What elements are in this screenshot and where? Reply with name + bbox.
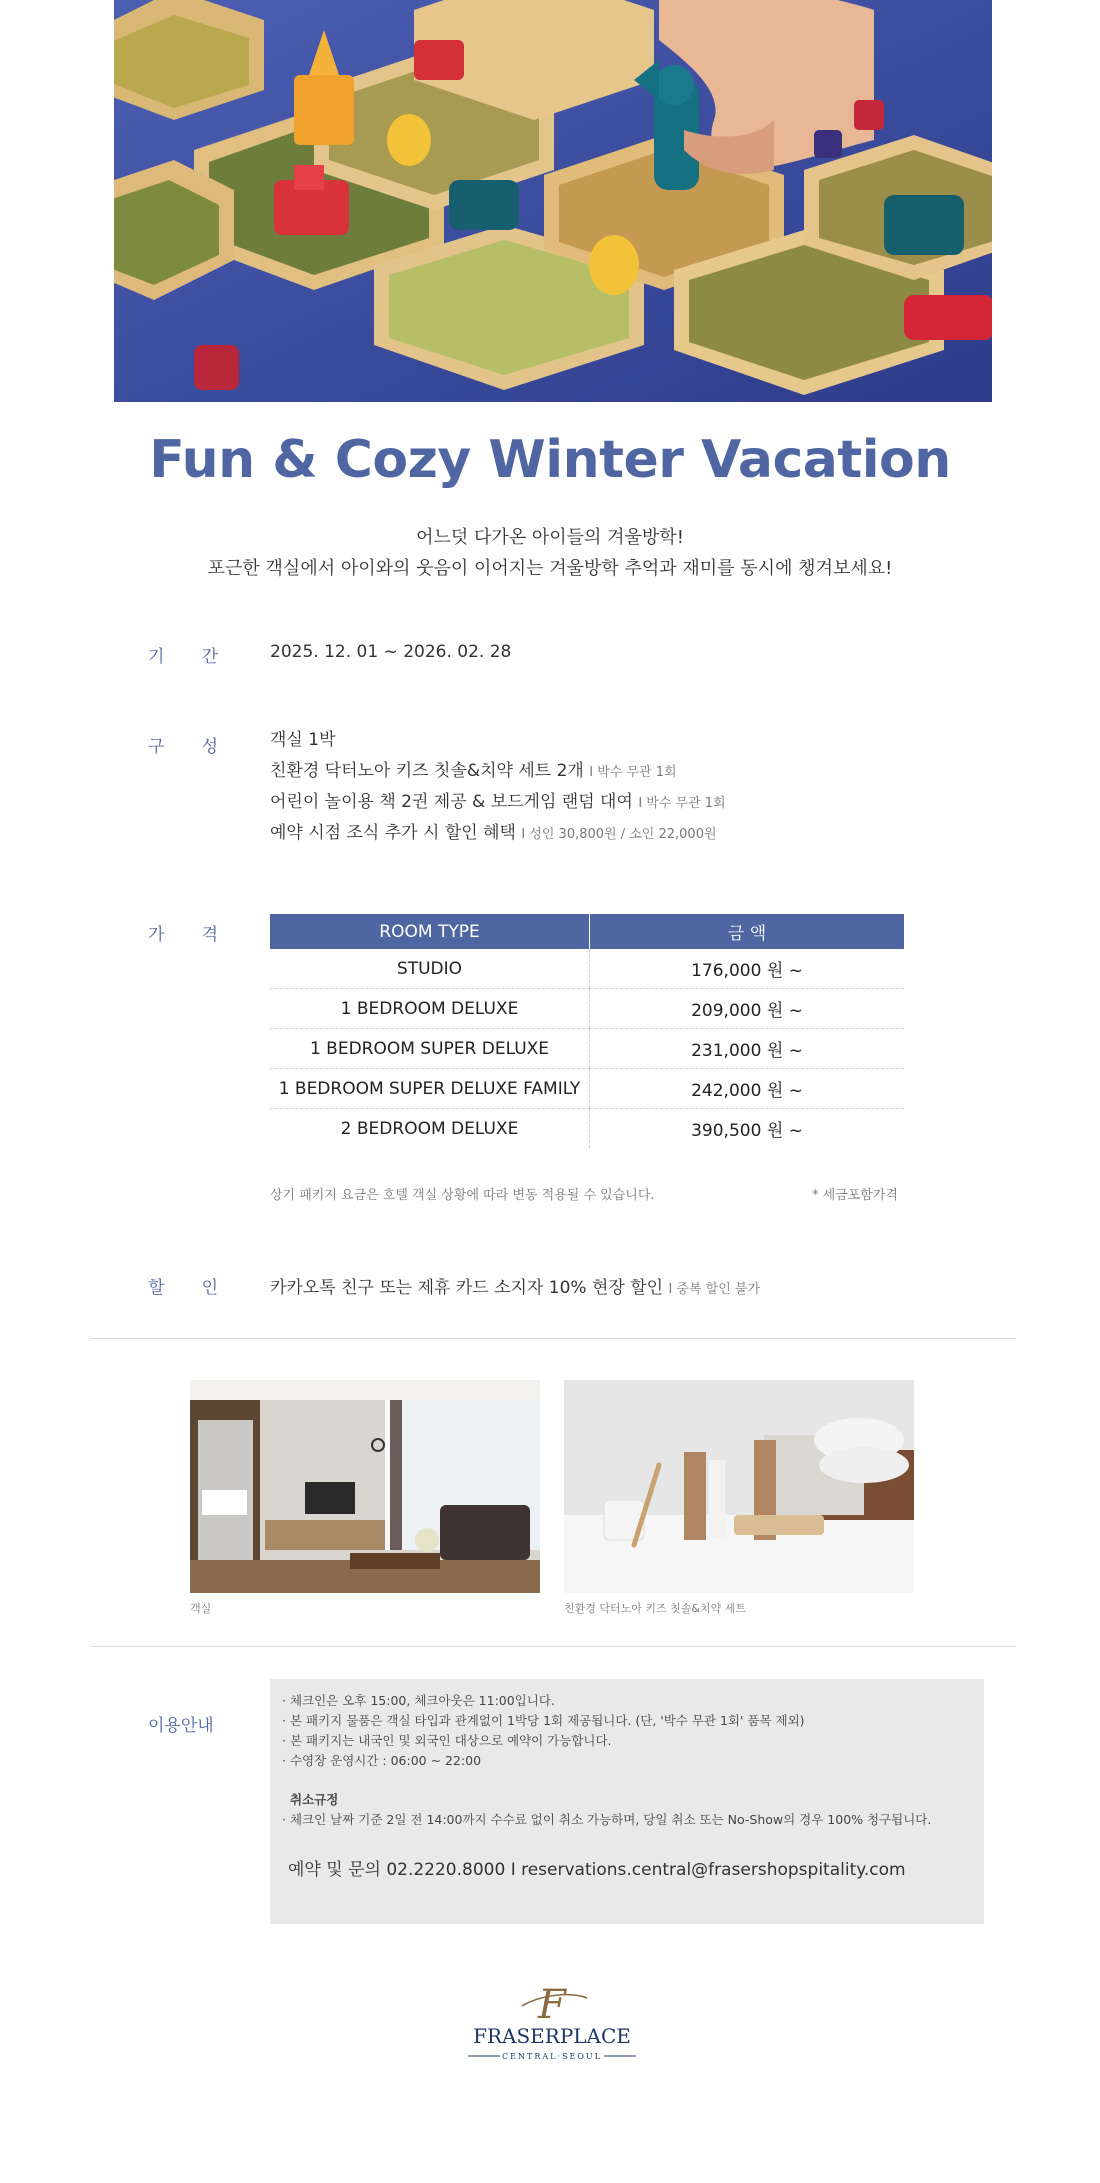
amount-cell: 209,000 원 ~ [590, 989, 905, 1029]
cancel-policy-title: 취소규정 [290, 1792, 339, 1807]
info-box [270, 1679, 984, 1924]
divider [90, 1646, 1016, 1647]
composition-list [270, 725, 726, 849]
page-title: Fun & Cozy Winter Vacation [149, 430, 951, 490]
price-label-b: 격 [201, 925, 218, 945]
tax-included-note: * 세금포함가격 [812, 1188, 898, 1203]
period-label-a: 기 [148, 647, 165, 667]
toothbrush-set-photo [564, 1380, 914, 1593]
divider [90, 1338, 1016, 1339]
composition-label [148, 732, 218, 757]
hero-image-board-game [114, 0, 992, 402]
composition-item-text: 예약 시점 조식 추가 시 할인 혜택 [270, 823, 516, 843]
amount-cell: 176,000 원 ~ [590, 949, 905, 989]
info-line: · 체크인은 오후 15:00, 체크아웃은 11:00입니다. [282, 1693, 555, 1708]
discount-label-b: 인 [201, 1278, 218, 1298]
composition-label-a: 구 [148, 737, 165, 757]
composition-label-b: 성 [201, 737, 218, 757]
table-row [270, 989, 904, 1029]
logo-subtitle: CENTRAL·SEOUL [502, 2052, 602, 2061]
price-note: 상기 패키지 요금은 호텔 객실 상황에 따라 변동 적용될 수 있습니다. [270, 1188, 655, 1203]
room-type-cell: STUDIO [270, 949, 590, 989]
contact-info: 예약 및 문의 02.2220.8000 I reservations.central@frasershopspitality.com [288, 1860, 906, 1880]
table-row [270, 1029, 904, 1069]
room-photo [190, 1380, 540, 1593]
column-header-amount: 금 액 [590, 914, 905, 949]
subtitle-line-2: 포근한 객실에서 아이와의 웃음이 이어지는 겨울방학 추억과 재미를 동시에 챙겨보세요! [207, 558, 893, 579]
discount-note: I 중복 할인 불가 [668, 1282, 761, 1297]
period-label-b: 간 [201, 647, 218, 667]
price-table [270, 914, 904, 1148]
composition-item-note: I 박수 무관 1회 [638, 796, 726, 811]
subtitle [0, 522, 1100, 584]
logo-name: FRASERPLACE [473, 2024, 631, 2048]
discount-label [148, 1273, 218, 1298]
room-photo-caption: 객실 [190, 1602, 212, 1615]
amount-cell: 231,000 원 ~ [590, 1029, 905, 1069]
price-label-a: 가 [148, 925, 165, 945]
fraser-place-logo [462, 1984, 642, 2064]
column-header-room-type: ROOM TYPE [270, 914, 590, 949]
table-row [270, 949, 904, 989]
period-value: 2025. 12. 01 ~ 2026. 02. 28 [270, 642, 512, 662]
table-row [270, 1109, 904, 1149]
info-line: · 수영장 운영시간 : 06:00 ~ 22:00 [282, 1753, 482, 1768]
composition-item-note: I 박수 무관 1회 [589, 765, 677, 780]
room-type-cell: 1 BEDROOM SUPER DELUXE [270, 1029, 590, 1069]
composition-item [270, 725, 726, 756]
cancel-policy-text: · 체크인 날짜 기준 2일 전 14:00까지 수수료 없이 취소 가능하며, 당일 취소 또는 No-Show의 경우 100% 청구됩니다. [282, 1812, 932, 1827]
room-type-cell: 1 BEDROOM SUPER DELUXE FAMILY [270, 1069, 590, 1109]
composition-item-text: 객실 1박 [270, 730, 336, 750]
composition-item [270, 818, 726, 849]
logo-monogram: F [538, 1984, 566, 2028]
table-row [270, 1069, 904, 1109]
toothbrush-photo-caption: 친환경 닥터노아 키즈 칫솔&치약 세트 [564, 1602, 746, 1615]
composition-item [270, 787, 726, 818]
discount-value [270, 1273, 760, 1298]
amount-cell: 390,500 원 ~ [590, 1109, 905, 1149]
period-label [148, 642, 218, 667]
composition-item-note: I 성인 30,800원 / 소인 22,000원 [521, 827, 717, 842]
discount-label-a: 할 [148, 1278, 165, 1298]
room-type-cell: 2 BEDROOM DELUXE [340, 1118, 519, 1139]
room-type-cell: 1 BEDROOM DELUXE [270, 989, 590, 1029]
composition-item-text: 친환경 닥터노아 키즈 칫솔&치약 세트 2개 [270, 761, 584, 781]
composition-item-text: 어린이 놀이용 책 2권 제공 & 보드게임 랜덤 대여 [270, 792, 633, 812]
info-label: 이용안내 [148, 1716, 214, 1736]
price-table-header [270, 914, 904, 949]
composition-item [270, 756, 726, 787]
amount-cell: 242,000 원 ~ [590, 1069, 905, 1109]
discount-text: 카카오톡 친구 또는 제휴 카드 소지자 10% 현장 할인 [270, 1278, 664, 1298]
price-label [148, 920, 218, 945]
subtitle-line-1: 어느덧 다가온 아이들의 겨울방학! [416, 527, 684, 548]
info-line: · 본 패키지는 내국인 및 외국인 대상으로 예약이 가능합니다. [282, 1733, 612, 1748]
info-line: · 본 패키지 물품은 객실 타입과 관계없이 1박당 1회 제공됩니다. (단, '박수 무관 1회' 품목 제외) [282, 1713, 805, 1728]
